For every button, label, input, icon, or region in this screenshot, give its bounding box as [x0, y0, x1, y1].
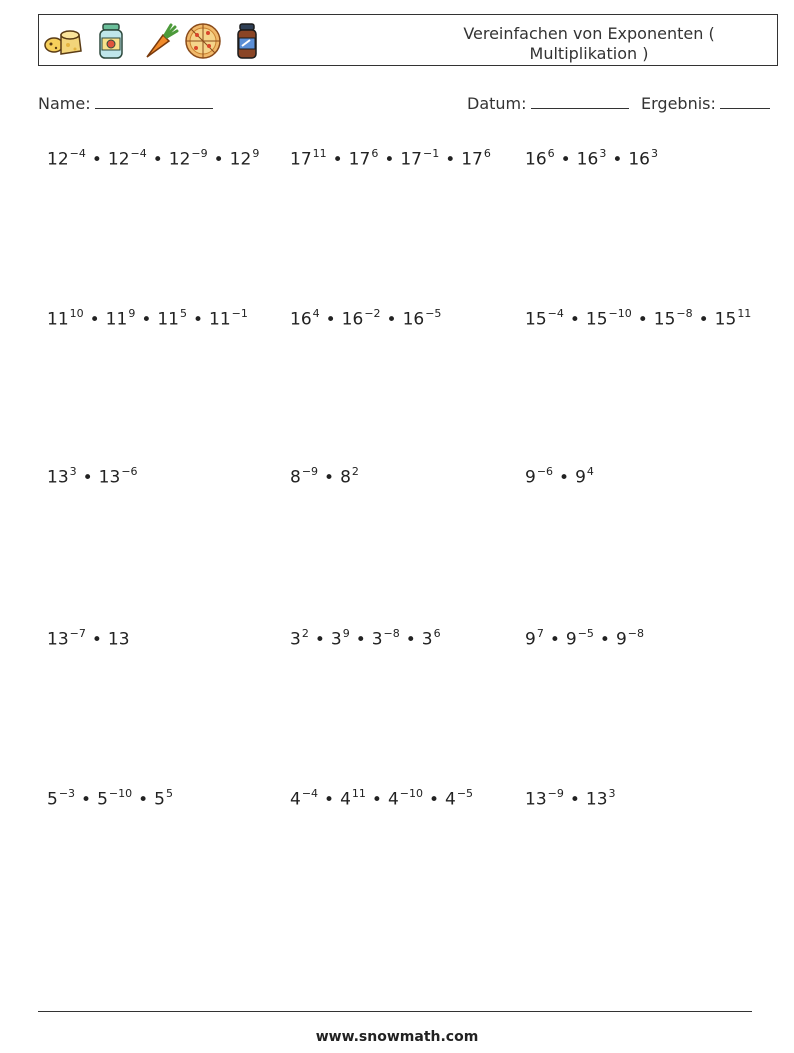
term-exponent: −8 [676, 307, 693, 320]
multiply-operator: • [637, 309, 648, 330]
problem-15 [525, 788, 616, 810]
term-base: 11 [105, 309, 128, 330]
term-base: 13 [525, 789, 547, 810]
term-exponent: 11 [312, 147, 327, 160]
term-exponent: −8 [383, 627, 400, 640]
multiply-operator: • [89, 309, 100, 330]
problem-7 [47, 466, 138, 488]
multiply-operator: • [324, 789, 335, 810]
term-base: 16 [402, 309, 425, 330]
multiply-operator: • [91, 149, 102, 170]
multiply-operator: • [386, 309, 397, 330]
term-exponent: −10 [108, 787, 133, 800]
term-exponent: −2 [364, 307, 381, 320]
term-exponent: −9 [547, 787, 564, 800]
carrot-icon [139, 21, 179, 61]
term-base: 12 [229, 149, 252, 170]
score-blank[interactable] [720, 93, 770, 109]
multiply-operator: • [384, 149, 395, 170]
term-base: 3 [421, 629, 433, 650]
term-base: 12 [107, 149, 130, 170]
score-field[interactable] [641, 93, 770, 113]
multiply-operator: • [82, 467, 93, 488]
term-exponent: −3 [58, 787, 76, 800]
term-base: 9 [525, 467, 536, 488]
term-exponent: −5 [577, 627, 594, 640]
term-exponent: 2 [301, 627, 309, 640]
term-base: 15 [585, 309, 608, 330]
cheese-icon [43, 21, 83, 61]
problem-9 [525, 466, 594, 488]
term-exponent: −4 [301, 787, 319, 800]
problem-4 [47, 308, 248, 330]
term-exponent: 2 [351, 465, 359, 478]
term-exponent: 6 [433, 627, 441, 640]
term-exponent: 9 [342, 627, 350, 640]
term-exponent: −8 [627, 627, 644, 640]
worksheet-header [38, 14, 778, 66]
multiply-operator: • [192, 309, 204, 330]
term-exponent: −10 [608, 307, 632, 320]
term-base: 17 [290, 149, 312, 170]
problem-5 [290, 308, 441, 330]
term-base: 3 [290, 629, 301, 650]
term-base: 11 [47, 309, 69, 330]
multiply-operator: • [332, 149, 343, 170]
term-base: 3 [371, 629, 383, 650]
term-base: 13 [585, 789, 608, 810]
multiply-operator: • [138, 789, 149, 810]
term-base: 4 [445, 789, 456, 810]
date-blank[interactable] [531, 93, 629, 109]
term-exponent: 6 [547, 147, 555, 160]
problem-1 [47, 148, 259, 170]
multiply-operator: • [549, 629, 560, 650]
term-base: 13 [107, 629, 130, 650]
term-exponent: 4 [586, 465, 594, 478]
spread-jar-icon [227, 21, 267, 61]
worksheet-title [429, 24, 749, 64]
title-line-2: Multiplikation ) [529, 44, 649, 63]
term-base: 8 [340, 467, 351, 488]
term-exponent: −9 [191, 147, 208, 160]
term-exponent: −5 [425, 307, 442, 320]
problem-10 [47, 628, 130, 650]
term-base: 3 [330, 629, 342, 650]
multiply-operator: • [81, 789, 92, 810]
multiply-operator: • [91, 629, 102, 650]
term-exponent: −5 [456, 787, 474, 800]
term-base: 16 [525, 149, 547, 170]
term-base: 9 [525, 629, 536, 650]
multiply-operator: • [428, 789, 440, 810]
term-base: 15 [653, 309, 676, 330]
footer-divider [38, 1011, 752, 1012]
term-exponent: −1 [422, 147, 440, 160]
multiply-operator: • [569, 789, 580, 810]
term-exponent: −6 [536, 465, 554, 478]
term-base: 17 [461, 149, 483, 170]
term-exponent: −1 [231, 307, 248, 320]
multiply-operator: • [560, 149, 571, 170]
multiply-operator: • [445, 149, 456, 170]
term-exponent: 3 [608, 787, 616, 800]
term-base: 9 [565, 629, 577, 650]
title-line-1: Vereinfachen von Exponenten ( [463, 24, 715, 43]
term-base: 13 [47, 467, 69, 488]
term-base: 4 [340, 789, 351, 810]
term-exponent: 3 [599, 147, 607, 160]
multiply-operator: • [355, 629, 366, 650]
term-base: 16 [290, 309, 312, 330]
multiply-operator: • [698, 309, 709, 330]
term-base: 9 [575, 467, 586, 488]
multiply-operator: • [612, 149, 623, 170]
term-base: 5 [47, 789, 58, 810]
multiply-operator: • [325, 309, 336, 330]
term-base: 5 [154, 789, 165, 810]
term-exponent: −10 [399, 787, 423, 800]
footer-url: www.snowmath.com [315, 1029, 479, 1045]
term-exponent: 11 [737, 307, 752, 320]
term-base: 11 [209, 309, 231, 330]
multiply-operator: • [324, 467, 335, 488]
problem-6 [525, 308, 751, 330]
term-exponent: 7 [536, 627, 544, 640]
term-base: 13 [98, 467, 121, 488]
date-label: Datum: [467, 94, 527, 113]
problem-8 [290, 466, 359, 488]
term-exponent: 5 [165, 787, 173, 800]
term-base: 17 [348, 149, 371, 170]
multiply-operator: • [213, 149, 224, 170]
name-blank[interactable] [95, 93, 213, 109]
term-base: 15 [525, 309, 547, 330]
term-base: 4 [387, 789, 399, 810]
term-exponent: 9 [252, 147, 260, 160]
term-base: 16 [576, 149, 599, 170]
multiply-operator: • [371, 789, 382, 810]
multiply-operator: • [559, 467, 570, 488]
multiply-operator: • [405, 629, 416, 650]
term-exponent: 3 [69, 465, 77, 478]
term-exponent: −6 [121, 465, 138, 478]
problem-14 [290, 788, 473, 810]
term-base: 16 [628, 149, 650, 170]
term-base: 8 [290, 467, 301, 488]
term-base: 12 [168, 149, 191, 170]
problem-2 [290, 148, 491, 170]
term-exponent: −7 [69, 627, 86, 640]
term-exponent: 10 [69, 307, 84, 320]
term-exponent: 6 [371, 147, 379, 160]
jam-jar-icon [91, 21, 131, 61]
term-base: 13 [47, 629, 69, 650]
term-base: 17 [400, 149, 422, 170]
pizza-icon [183, 21, 223, 61]
term-base: 15 [714, 309, 737, 330]
term-base: 9 [615, 629, 627, 650]
multiply-operator: • [599, 629, 610, 650]
term-exponent: 3 [650, 147, 658, 160]
term-base: 5 [97, 789, 108, 810]
problem-13 [47, 788, 173, 810]
term-base: 11 [157, 309, 179, 330]
term-exponent: 11 [351, 787, 366, 800]
problem-12 [525, 628, 644, 650]
term-exponent: 9 [128, 307, 136, 320]
problem-3 [525, 148, 658, 170]
multiply-operator: • [314, 629, 325, 650]
multiply-operator: • [569, 309, 580, 330]
multiply-operator: • [152, 149, 163, 170]
term-base: 16 [341, 309, 364, 330]
term-exponent: −4 [130, 147, 147, 160]
term-exponent: 4 [312, 307, 320, 320]
name-label: Name: [38, 94, 91, 113]
score-label: Ergebnis: [641, 94, 716, 113]
multiply-operator: • [141, 309, 152, 330]
term-base: 12 [47, 149, 69, 170]
term-base: 4 [290, 789, 301, 810]
term-exponent: −9 [301, 465, 319, 478]
term-exponent: 5 [179, 307, 187, 320]
term-exponent: 6 [483, 147, 491, 160]
name-field[interactable] [38, 93, 213, 113]
term-exponent: −4 [547, 307, 564, 320]
date-field[interactable] [467, 93, 629, 113]
problem-11 [290, 628, 441, 650]
term-exponent: −4 [69, 147, 86, 160]
